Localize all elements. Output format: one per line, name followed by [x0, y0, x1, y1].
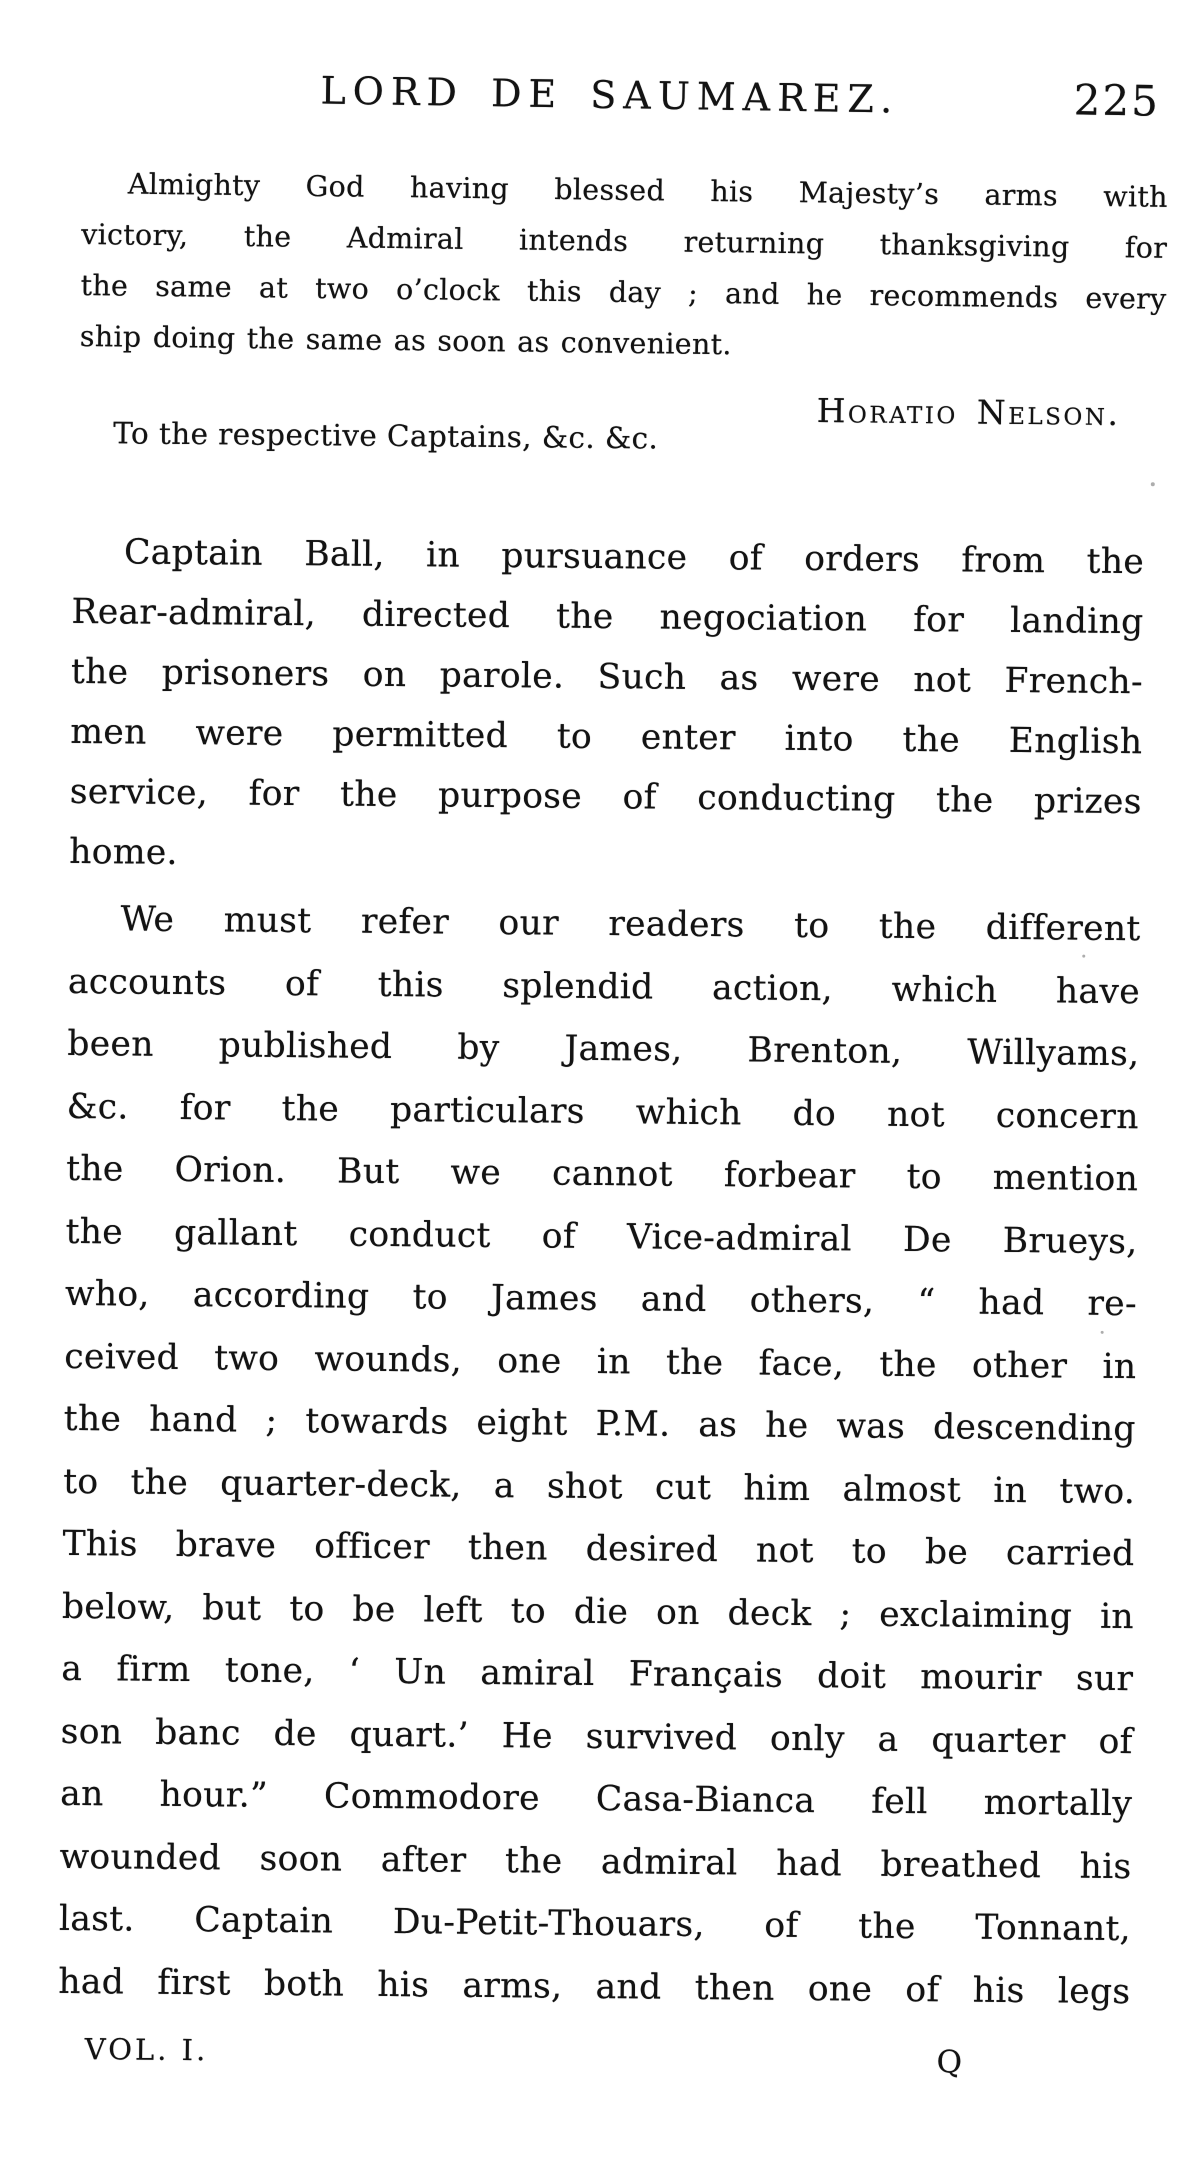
- text-line: the gallant conduct of Vice-admiral De Brueys,: [65, 1211, 1138, 1262]
- text-line: ceived two wounds, one in the face, the other in: [64, 1336, 1137, 1387]
- text-line: victory, the Admiral intends returning thanksgiving for: [81, 217, 1168, 265]
- text-line: the same at two o’clock this day ; and he recommends every: [80, 268, 1167, 316]
- text-line: Captain Ball, in pursuance of orders from the: [123, 532, 1145, 583]
- text-line: accounts of this splendid action, which have: [67, 961, 1141, 1012]
- ink-speckle: [1151, 482, 1155, 486]
- memo-paragraph: [80, 158, 1169, 376]
- text-line: Almighty God having blessed his Majesty’s arms with: [127, 167, 1168, 214]
- text-line: been published by James, Brenton, Willyams,: [67, 1023, 1140, 1075]
- text-line: the hand ; towards eight P.M. as he was descending: [63, 1398, 1136, 1450]
- text-line: had first both his arms, and then one of his legs: [58, 1961, 1131, 2012]
- text-line: last. Captain Du-Petit-Thouars, of the Tonnant,: [58, 1898, 1132, 1950]
- body-paragraph-1: [69, 522, 1144, 892]
- text-line: home.: [69, 831, 178, 873]
- running-head-title: LORD DE SAUMAREZ.: [320, 68, 900, 122]
- text-line: who, according to James and others, “ had re-: [64, 1273, 1138, 1325]
- text-line: below, but to be left to die on deck ; exclaiming in: [61, 1586, 1135, 1637]
- ink-speckle: [1101, 1331, 1104, 1334]
- text-line: &c. for the particulars which do not concern: [66, 1086, 1139, 1137]
- text-line: We must refer our readers to the different: [120, 899, 1141, 950]
- text-line: This brave officer then desired not to be carried: [62, 1523, 1135, 1575]
- text-line: to the quarter-deck, a shot cut him almost in two.: [62, 1461, 1136, 1512]
- body-paragraph-2: [58, 888, 1141, 2023]
- text-line: wounded soon after the admiral had breathed his: [59, 1836, 1132, 1887]
- text-line: service, for the purpose of conducting the prizes: [69, 771, 1142, 823]
- text-line: an hour.” Commodore Casa-Bianca fell mortally: [59, 1773, 1133, 1825]
- page-number: 225: [1073, 75, 1161, 126]
- letter-signature: Horatio Nelson.: [816, 391, 1121, 433]
- text-line: the prisoners on parole. Such as were not French-: [70, 651, 1144, 703]
- text-line: the Orion. But we cannot forbear to mention: [65, 1148, 1139, 1200]
- text-line: Rear-admiral, directed the negociation for landing: [71, 591, 1144, 643]
- ink-speckle: [1082, 955, 1085, 958]
- text-line: men were permitted to enter into the English: [70, 711, 1143, 763]
- text-line: a firm tone, ‘ Un amiral Français doit mourir sur: [61, 1648, 1134, 1700]
- letter-address: To the respective Captains, &c. &c.: [113, 416, 659, 456]
- volume-label: VOL. I.: [84, 2032, 209, 2068]
- text-line: ship doing the same as soon as convenient.: [79, 319, 732, 362]
- text-line: son banc de quart.’ He survived only a quarter of: [60, 1711, 1133, 1762]
- printer-signature-mark: Q: [936, 2044, 963, 2081]
